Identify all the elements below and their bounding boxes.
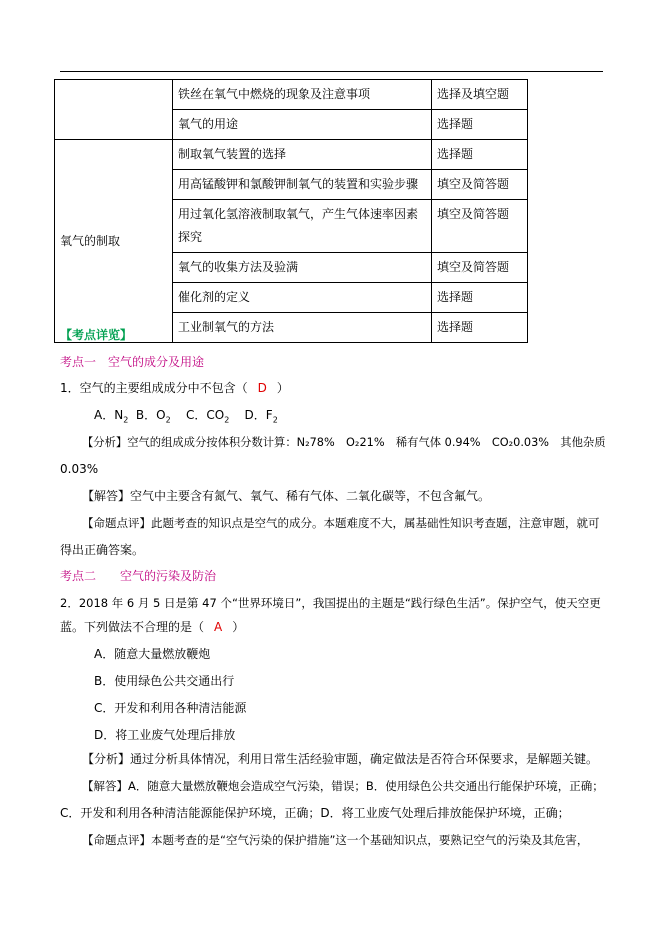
table-type-cell: 选择题 — [432, 283, 528, 313]
kp2-option-b: B．使用绿色公共交通出行 — [94, 674, 235, 688]
option-a: A．$N_2$ — [94, 408, 129, 425]
header-rule — [60, 71, 603, 72]
option-c: C．$CO_2$ — [185, 408, 230, 425]
option-d: D．$F_2$ — [244, 408, 278, 425]
kp1-title: 考点一 空气的成分及用途 — [60, 355, 205, 369]
table-type-cell: 填空及简答题 — [432, 253, 528, 283]
kp1-answer: 【解答】空气中主要含有氮气、氧气、稀有气体、二氧化碳等，不包含氟气。 — [82, 489, 491, 503]
kp2-question-line1: 2．2018 年 6 月 5 日是第 47 个“世界环境日”，我国提出的主题是“践行绿色生活”。保护空气，使天空更 — [60, 596, 601, 610]
kp2-comment: 【命题点评】本题考查的是“空气污染的保护措施”这一个基础知识点，要熟记空气的污染及其危害， — [82, 833, 589, 847]
question-suffix: ） — [276, 381, 289, 395]
kp2-option-c: C．开发和利用各种清洁能源 — [94, 701, 247, 715]
table-topic-cell: 工业制氧气的方法 — [173, 313, 432, 343]
kp2-option-d: D．将工业废气处理后排放 — [94, 728, 236, 742]
table-topic-cell: 氧气的收集方法及验满 — [173, 253, 432, 283]
table-type-cell: 选择及填空题 — [432, 80, 528, 110]
table-topic-cell: 制取氧气装置的选择 — [173, 140, 432, 170]
kp1-analysis-line2: 0.03% — [60, 462, 99, 476]
kp2-question-line2 — [60, 614, 605, 641]
section-title: 【考点详览】 — [60, 328, 133, 342]
question-suffix: ） — [232, 620, 245, 634]
table-type-cell: 选择题 — [432, 313, 528, 343]
table-type-cell: 选择题 — [432, 140, 528, 170]
table-topic-cell: 用高锰酸钾和氯酸钾制氧气的装置和实验步骤 — [173, 170, 432, 200]
table-topic-cell: 铁丝在氧气中燃烧的现象及注意事项 — [173, 80, 432, 110]
kp1-question — [60, 375, 605, 402]
kp1-comment-line2: 得出正确答案。 — [60, 543, 145, 557]
table-row — [55, 80, 528, 110]
table-topic-cell: 用过氧化氢溶液制取氧气，产生气体速率因素探究 — [173, 200, 432, 253]
table-type-cell: 选择题 — [432, 110, 528, 140]
kp2-answer-line2: C．开发和利用各种清洁能源能保护环境，正确；D．将工业废气处理后排放能保护环境，正确； — [60, 806, 570, 820]
table-type-cell: 填空及简答题 — [432, 200, 528, 253]
answer-letter: D — [257, 381, 267, 395]
answer-letter: A — [214, 620, 223, 634]
kp2-option-a: A．随意大量燃放鞭炮 — [94, 647, 211, 661]
option-b: B．$O_2$ — [135, 408, 171, 425]
table-group-cell: 氧气的制取 — [55, 140, 173, 343]
table-topic-cell: 氧气的用途 — [173, 110, 432, 140]
question-text: 1．空气的主要组成成分中不包含（ — [60, 381, 248, 395]
kp1-comment-line1: 【命题点评】此题考查的知识点是空气的成分。本题难度不大，属基础性知识考查题，注意审题，就可 — [82, 516, 600, 530]
question-text: 蓝。下列做法不合理的是（ — [60, 620, 205, 634]
kp2-answer-line1: 【解答】A．随意大量燃放鞭炮会造成空气污染，错误；B．使用绿色公共交通出行能保护环境，正确； — [82, 779, 604, 793]
topic-table — [54, 79, 528, 343]
table-topic-cell: 催化剂的定义 — [173, 283, 432, 313]
kp2-analysis: 【分析】通过分析具体情况，利用日常生活经验审题，确定做法是否符合环保要求，是解题关键。 — [82, 752, 599, 766]
kp2-title: 考点二 空气的污染及防治 — [60, 569, 217, 583]
table-row — [55, 140, 528, 170]
table-group-cell — [55, 80, 173, 140]
table-type-cell: 填空及简答题 — [432, 170, 528, 200]
kp1-analysis-line1: 【分析】空气的组成成分按体积分数计算：N₂78% O₂21% 稀有气体 0.94% CO₂0.03% 其他杂质 — [82, 436, 606, 449]
